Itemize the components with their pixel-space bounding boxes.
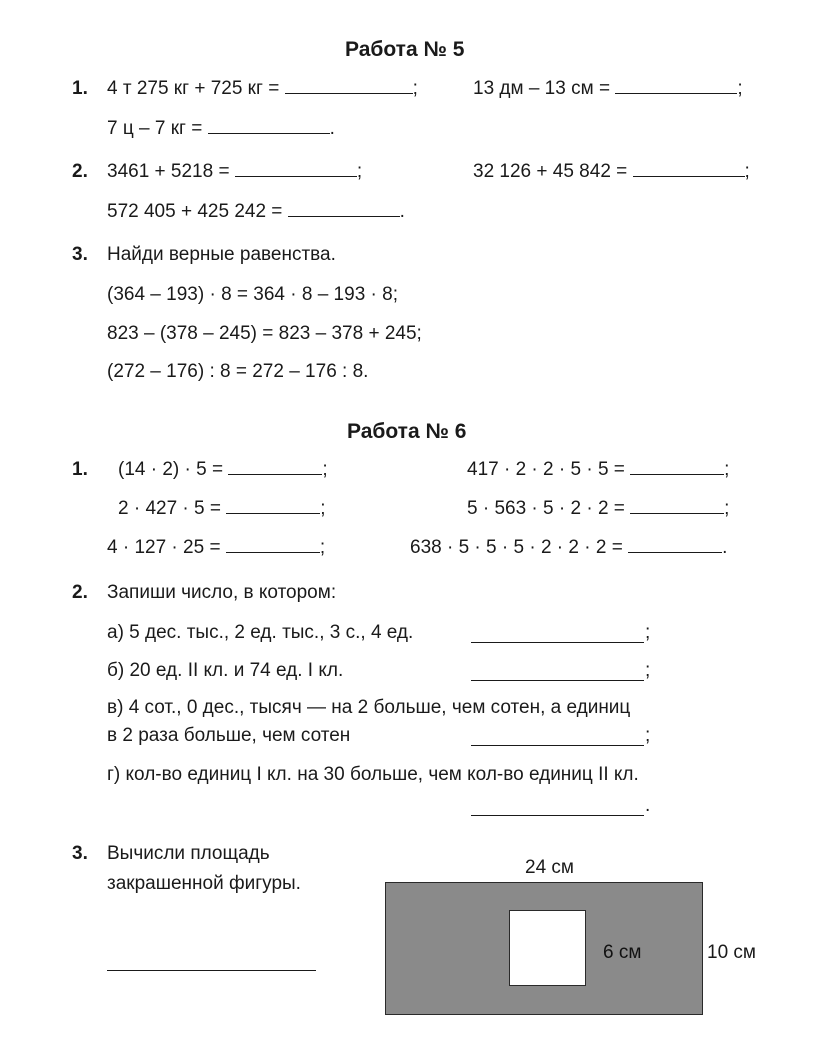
w6-task1-row1-left [118,459,328,481]
separator: ; [724,498,730,519]
w6-task2-prompt: Запиши число, в котором: [107,582,337,603]
separator: ; [320,498,326,519]
w5-task3-equation-2: 823 – (378 – 245) = 823 – 378 + 245; [107,323,422,344]
separator: ; [322,459,328,480]
answer-blank[interactable] [630,512,724,514]
figure-hole-label: 6 см [603,942,642,963]
w6-task2-item-v-line2: в 2 раза больше, чем сотен [107,725,351,746]
w6-task1-row3-right [410,537,727,559]
answer-blank-a[interactable] [471,642,644,643]
separator: . [722,537,728,558]
expression: 5 · 563 · 5 · 2 · 2 = [467,498,625,519]
answer-blank-v[interactable] [471,745,644,746]
w6-task2-item-b: б) 20 ед. II кл. и 74 ед. I кл. [107,660,344,681]
separator: . [329,118,335,139]
expression: 2 · 427 · 5 = [118,498,221,519]
expression: 4 т 275 кг + 725 кг = [107,78,280,99]
answer-blank[interactable] [226,512,320,514]
w6-task3-prompt-line2: закрашенной фигуры. [107,873,301,894]
w6-task2-item-a: а) 5 дес. тыс., 2 ед. тыс., 3 с., 4 ед. [107,622,414,643]
answer-blank[interactable] [235,175,357,177]
w6-task1-row2-left [118,498,326,520]
w6-task1-row3-left [107,537,325,559]
w6-task2-item-v-line1: в) 4 сот., 0 дес., тысяч — на 2 больше, чем сотен, а единиц [107,697,631,718]
separator: ; [412,78,418,99]
answer-blank[interactable] [288,215,400,217]
answer-blank[interactable] [628,551,722,553]
expression: 417 · 2 · 2 · 5 · 5 = [467,459,625,480]
w6-task3-number: 3. [72,843,88,864]
expression: 13 дм – 13 см = [473,78,611,99]
figure-height-label: 10 см [707,942,756,963]
shaded-rectangle [385,882,703,1015]
expression: 32 126 + 45 842 = [473,161,628,182]
w5-task3-equation-1: (364 – 193) · 8 = 364 · 8 – 193 · 8; [107,284,398,305]
separator-b: ; [645,660,651,681]
separator-v: ; [645,725,651,746]
w5-task1-expr-a [107,78,418,100]
w5-task2-expr-a [107,161,362,183]
w6-task3-answer-blank[interactable] [107,970,316,971]
answer-blank-g[interactable] [471,815,644,816]
w6-task2-number: 2. [72,582,88,603]
w5-task1-expr-c [107,118,335,140]
separator: ; [744,161,750,182]
w6-task1-number: 1. [72,459,88,480]
expression: (14 · 2) · 5 = [118,459,224,480]
answer-blank[interactable] [615,92,737,94]
separator: ; [319,537,326,558]
answer-blank[interactable] [633,175,745,177]
w5-task1-number: 1. [72,78,88,99]
expression: 572 405 + 425 242 = [107,201,283,222]
separator-a: ; [645,622,651,643]
w6-task1-row1-right [467,459,729,481]
w5-task3-equation-3: (272 – 176) : 8 = 272 – 176 : 8. [107,361,369,382]
answer-blank[interactable] [630,473,724,475]
figure-width-label: 24 см [525,857,574,878]
expression: 7 ц – 7 кг = [107,118,203,139]
answer-blank[interactable] [226,551,320,553]
expression: 4 · 127 · 25 = [107,537,221,558]
expression: 3461 + 5218 = [107,161,230,182]
separator: . [399,201,405,222]
answer-blank-b[interactable] [471,680,644,681]
answer-blank[interactable] [208,132,330,134]
w5-task2-expr-c [107,201,405,223]
separator: ; [737,78,743,99]
separator-g: . [645,795,651,816]
w5-task2-expr-b [473,161,750,183]
expression: 638 · 5 · 5 · 5 · 2 · 2 · 2 = [410,537,623,558]
w5-task1-expr-b [473,78,743,100]
square-cutout [509,910,586,986]
w6-task2-item-g: г) кол-во единиц I кл. на 30 больше, чем кол-во единиц II кл. [107,764,639,785]
work5-title: Работа № 5 [345,38,465,61]
w6-task3-prompt-line1: Вычисли площадь [107,843,270,864]
separator: ; [356,161,363,182]
w6-task1-row2-right [467,498,729,520]
answer-blank[interactable] [228,473,322,475]
w5-task3-number: 3. [72,244,88,265]
separator: ; [724,459,730,480]
w5-task2-number: 2. [72,161,88,182]
work6-title: Работа № 6 [347,420,467,443]
w5-task3-prompt: Найди верные равенства. [107,244,336,265]
answer-blank[interactable] [285,92,413,94]
